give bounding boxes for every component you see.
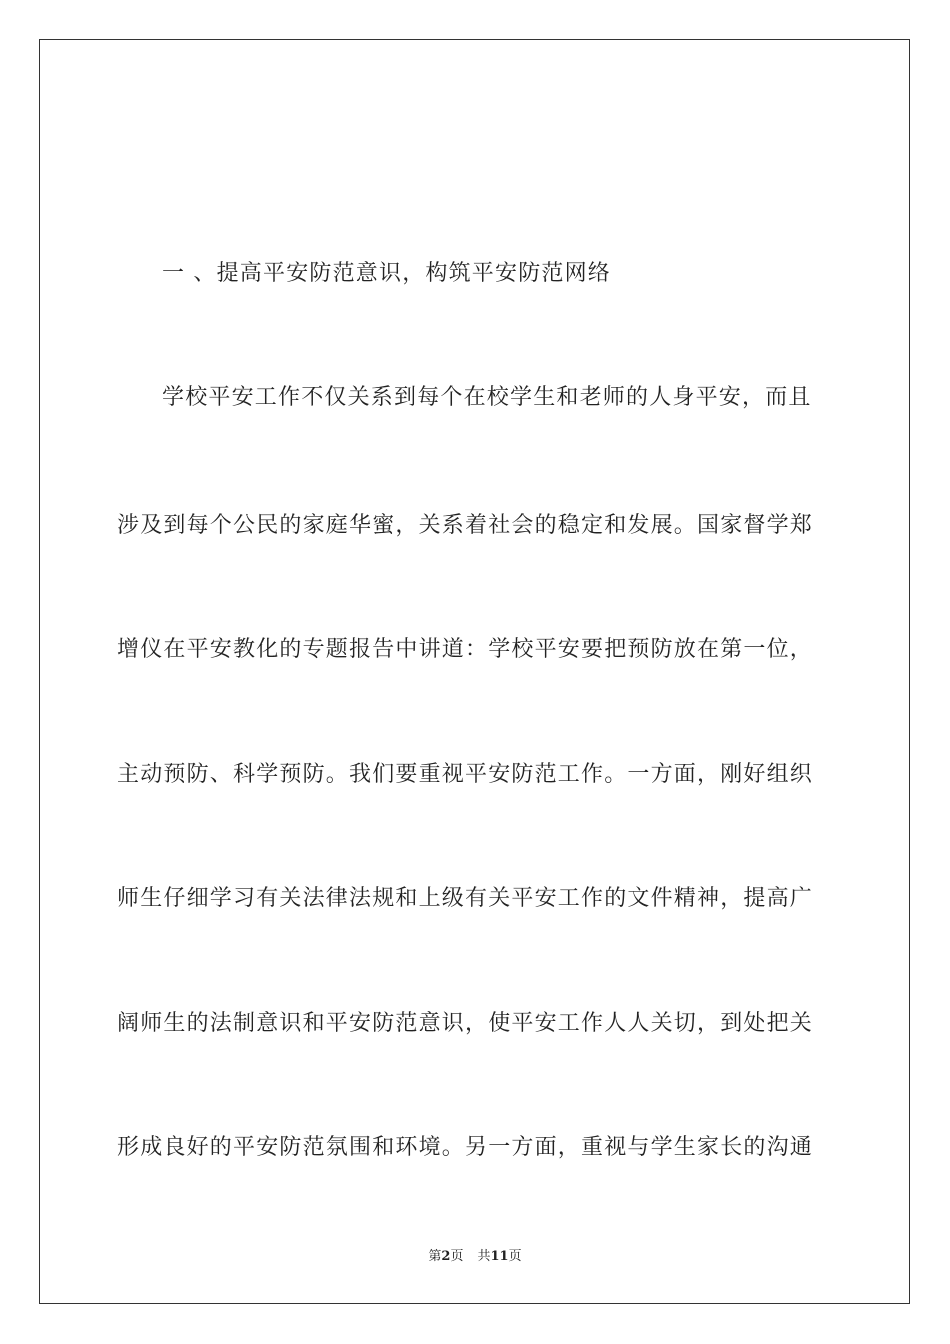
page-suffix: 页 [450,1249,464,1264]
total-prefix: 共 [477,1249,491,1264]
paragraph-line-5: 师生仔细学习有关法律法规和上级有关平安工作的文件精神，提高广 [117,886,814,911]
paragraph-line-3: 增仪在平安教化的专题报告中讲道：学校平安要把预防放在第一位， [117,637,814,662]
paragraph-line-2: 涉及到每个公民的家庭华蜜，关系着社会的稳定和发展。国家督学郑 [117,513,814,538]
page-prefix: 第 [428,1249,442,1264]
paragraph-line-4: 主动预防、科学预防。我们要重视平安防范工作。一方面，刚好组织 [117,762,814,787]
page-border [39,39,910,1304]
total-suffix: 页 [508,1249,522,1264]
page-footer [0,1248,950,1266]
paragraph-line-7: 形成良好的平安防范氛围和环境。另一方面，重视与学生家长的沟通 [117,1135,814,1160]
paragraph-line-1: 学校平安工作不仅关系到每个在校学生和老师的人身平安，而且 [162,385,812,410]
total-pages: 11 [490,1249,509,1264]
page-number: 2 [441,1249,451,1264]
section-heading: 一 、提高平安防范意识，构筑平安防范网络 [162,261,611,286]
paragraph-line-6: 阔师生的法制意识和平安防范意识，使平安工作人人关切，到处把关 [117,1011,814,1036]
